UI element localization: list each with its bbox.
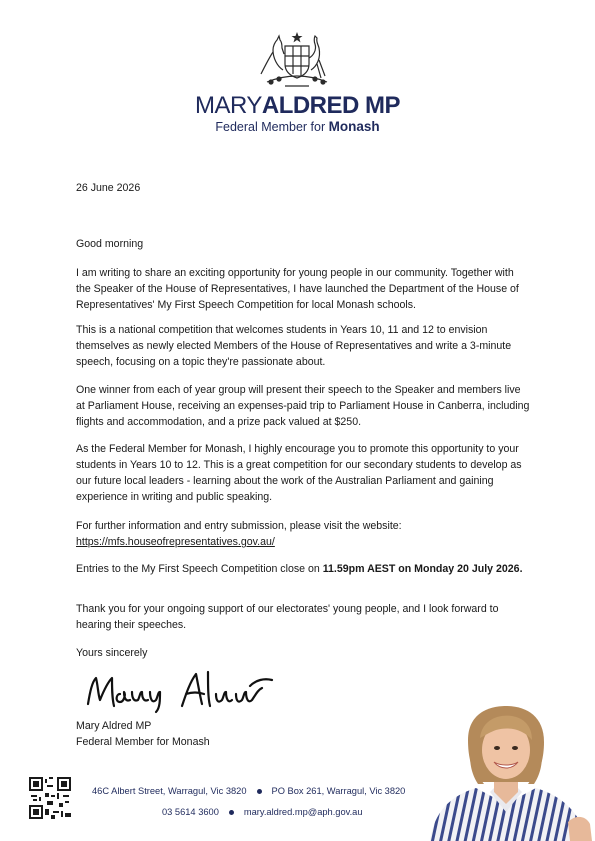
phone-number: 03 5614 3600 <box>162 807 219 817</box>
letter-paragraph: I am writing to share an exciting opportunity for young people in our community. Together with the Speaker of the House of Representatives, I have launched the Department of the House of Representatives' My First Speech Competition for local Monash schools. <box>76 267 519 311</box>
bullet-dot-icon <box>229 810 234 815</box>
letterhead-name <box>0 92 595 120</box>
info-paragraph <box>76 518 531 550</box>
letter-date: 26 June 2026 <box>76 182 141 194</box>
letterhead-last-name: ALDRED MP <box>261 92 401 119</box>
letter-paragraph: This is a national competition that welcomes students in Years 10, 11 and 12 to envision themselves as newly elected Members of the House of Representatives and write a 3-minute speech, focusing on a topic they're passionate about. <box>76 324 512 368</box>
deadline-text: Entries to the My First Speech Competition close on <box>76 563 323 575</box>
handwritten-signature <box>82 664 292 714</box>
letter-paragraph: One winner from each of year group will present their speech to the Speaker and members live at Parliament House, receiving an expenses-paid trip to Parliament House in Canberra, including flights and accommodation, and a prize pack valued at $250. <box>76 384 530 428</box>
info-text: For further information and entry submission, please visit the website: <box>76 520 402 532</box>
deadline-paragraph <box>76 561 531 577</box>
bullet-dot-icon <box>257 789 262 794</box>
signatory-title: Federal Member for Monash <box>76 736 210 748</box>
letterhead-subtitle-prefix: Federal Member for <box>215 120 326 134</box>
letter-paragraph: As the Federal Member for Monash, I highly encourage you to promote this opportunity to your students in Years 10 to 12. This is a great competition for our secondary students to develop as our future local leaders - learning about the work of the Australian Parliament and gaining experience in writing and public speaking. <box>76 443 522 503</box>
portrait-photo <box>420 700 595 841</box>
email-address[interactable]: mary.aldred.mp@aph.gov.au <box>243 807 363 817</box>
letterhead-subtitle <box>0 119 595 134</box>
coat-of-arms-icon <box>257 30 337 92</box>
thanks-paragraph: Thank you for your ongoing support of our electorates' young people, and I look forward to hearing their speeches. <box>76 603 499 631</box>
letter-closing: Yours sincerely <box>76 647 148 659</box>
letter-greeting: Good morning <box>76 238 144 250</box>
website-link[interactable]: https://mfs.houseofrepresentatives.gov.au/ <box>76 536 275 548</box>
street-address: 46C Albert Street, Warragul, Vic 3820 <box>92 786 247 796</box>
deadline-date: 11.59pm AEST on Monday 20 July 2026. <box>322 563 523 575</box>
footer-addresses <box>92 786 405 796</box>
footer-contacts <box>162 807 363 817</box>
po-box: PO Box 261, Warragul, Vic 3820 <box>271 786 406 796</box>
letterhead-electorate: Monash <box>328 119 380 134</box>
letterhead-first-name: MARY <box>194 92 262 119</box>
qr-code-icon <box>29 777 71 819</box>
signatory-name: Mary Aldred MP <box>76 720 152 732</box>
